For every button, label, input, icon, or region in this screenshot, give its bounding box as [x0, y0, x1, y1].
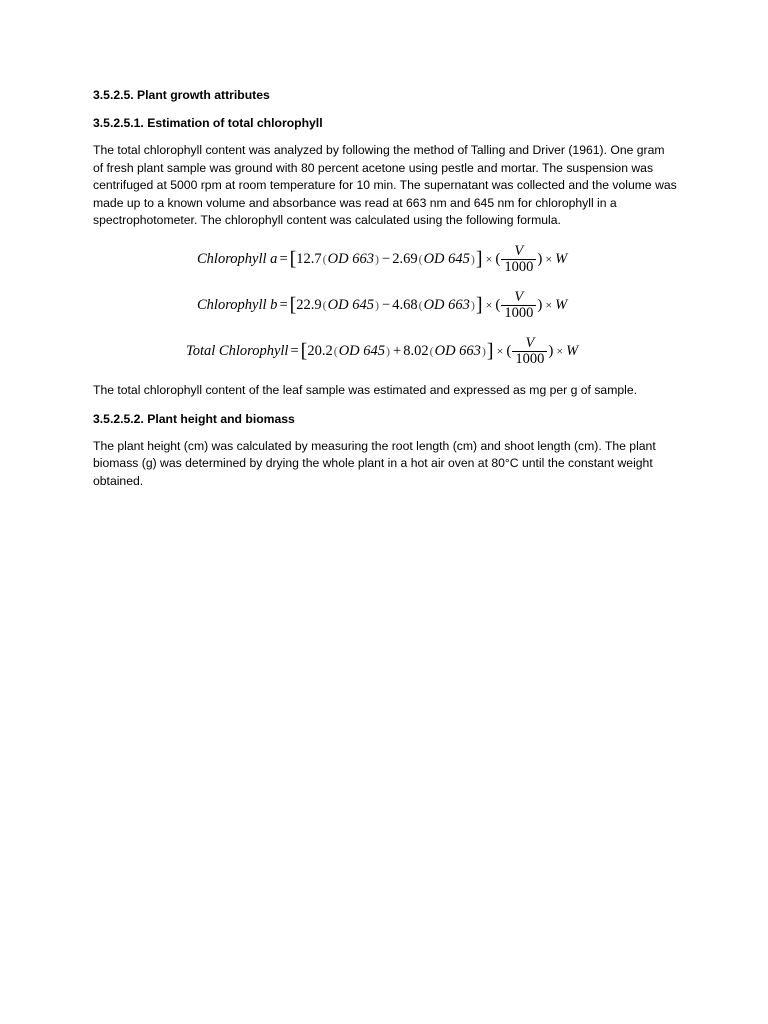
- weight-term: W: [555, 251, 568, 268]
- od-term-2: OD 645: [423, 251, 470, 268]
- subsection-heading-chlorophyll: 3.5.2.5.1. Estimation of total chlorophyll: [93, 116, 323, 130]
- fraction: $\frac{V}{1000}$: [501, 244, 536, 275]
- subsection-heading-height-biomass: 3.5.2.5.2. Plant height and biomass: [93, 411, 295, 426]
- coefficient-1: 22.9: [296, 297, 322, 314]
- od-term-2: OD 663: [434, 343, 481, 360]
- fraction: $\frac{V}{1000}$: [501, 290, 536, 321]
- coefficient-1: 12.7: [296, 251, 322, 268]
- operator: +: [393, 343, 402, 360]
- formula-lhs: Total Chlorophyll: [186, 343, 289, 360]
- od-term-2: OD 663: [423, 297, 470, 314]
- formula-chlorophyll-b: Chlorophyll b = [ 22.9 ( OD 645 ) − 4.68 ( OD 663 ) ] × ( $\frac{V}{1000}$ ) × W: [197, 289, 568, 322]
- coefficient-2: 8.02: [403, 343, 429, 360]
- formula-total-chlorophyll: Total Chlorophyll = [ 20.2 ( OD 645 ) + 8.02 ( OD 663 ) ] × ( $\frac{V}{1000}$ ) × W: [186, 335, 579, 368]
- operator: −: [382, 297, 391, 314]
- od-term-1: OD 663: [327, 251, 374, 268]
- paragraph-chlorophyll-result: The total chlorophyll content of the leaf sample was estimated and expressed as mg per g of sample.: [93, 382, 637, 397]
- od-term-1: OD 645: [338, 343, 386, 360]
- section-heading: 3.5.2.5. Plant growth attributes: [93, 88, 270, 102]
- formula-lhs: Chlorophyll a: [197, 251, 278, 268]
- weight-term: W: [566, 343, 579, 360]
- formula-lhs: Chlorophyll b: [197, 297, 278, 314]
- od-term-1: OD 645: [327, 297, 374, 314]
- operator: −: [382, 251, 391, 268]
- weight-term: W: [555, 297, 568, 314]
- paragraph-chlorophyll-method: The total chlorophyll content was analyzed by following the method of Talling and Driver (1961). One gram of fresh plant sample was ground with 80 percent acetone using pestle and mortar. The suspension was centrifuged at 5000 rpm at room temperature for 10 min. The supernatant was collected and the volume was made up to a known volume and absorbance was read at 663 nm and 645 nm for chlorophyll in a spectrophotometer. The chlorophyll content was calculated using the following formula.: [93, 143, 677, 228]
- coefficient-2: 4.68: [392, 297, 418, 314]
- paragraph-height-biomass: The plant height (cm) was calculated by measuring the root length (cm) and shoot length (cm). The plant biomass (g) was determined by drying the whole plant in a hot air oven at 80°C until the constant weight obtained.: [93, 438, 656, 488]
- formula-chlorophyll-a: Chlorophyll a = [ 12.7 ( OD 663 ) − 2.69 ( OD 645 ) ] × ( $\frac{V}{1000}$ ) × W: [197, 243, 568, 276]
- document-content: [93, 86, 678, 490]
- fraction: $\frac{V}{1000}$: [512, 336, 547, 367]
- coefficient-1: 20.2: [307, 343, 333, 360]
- coefficient-2: 2.69: [392, 251, 418, 268]
